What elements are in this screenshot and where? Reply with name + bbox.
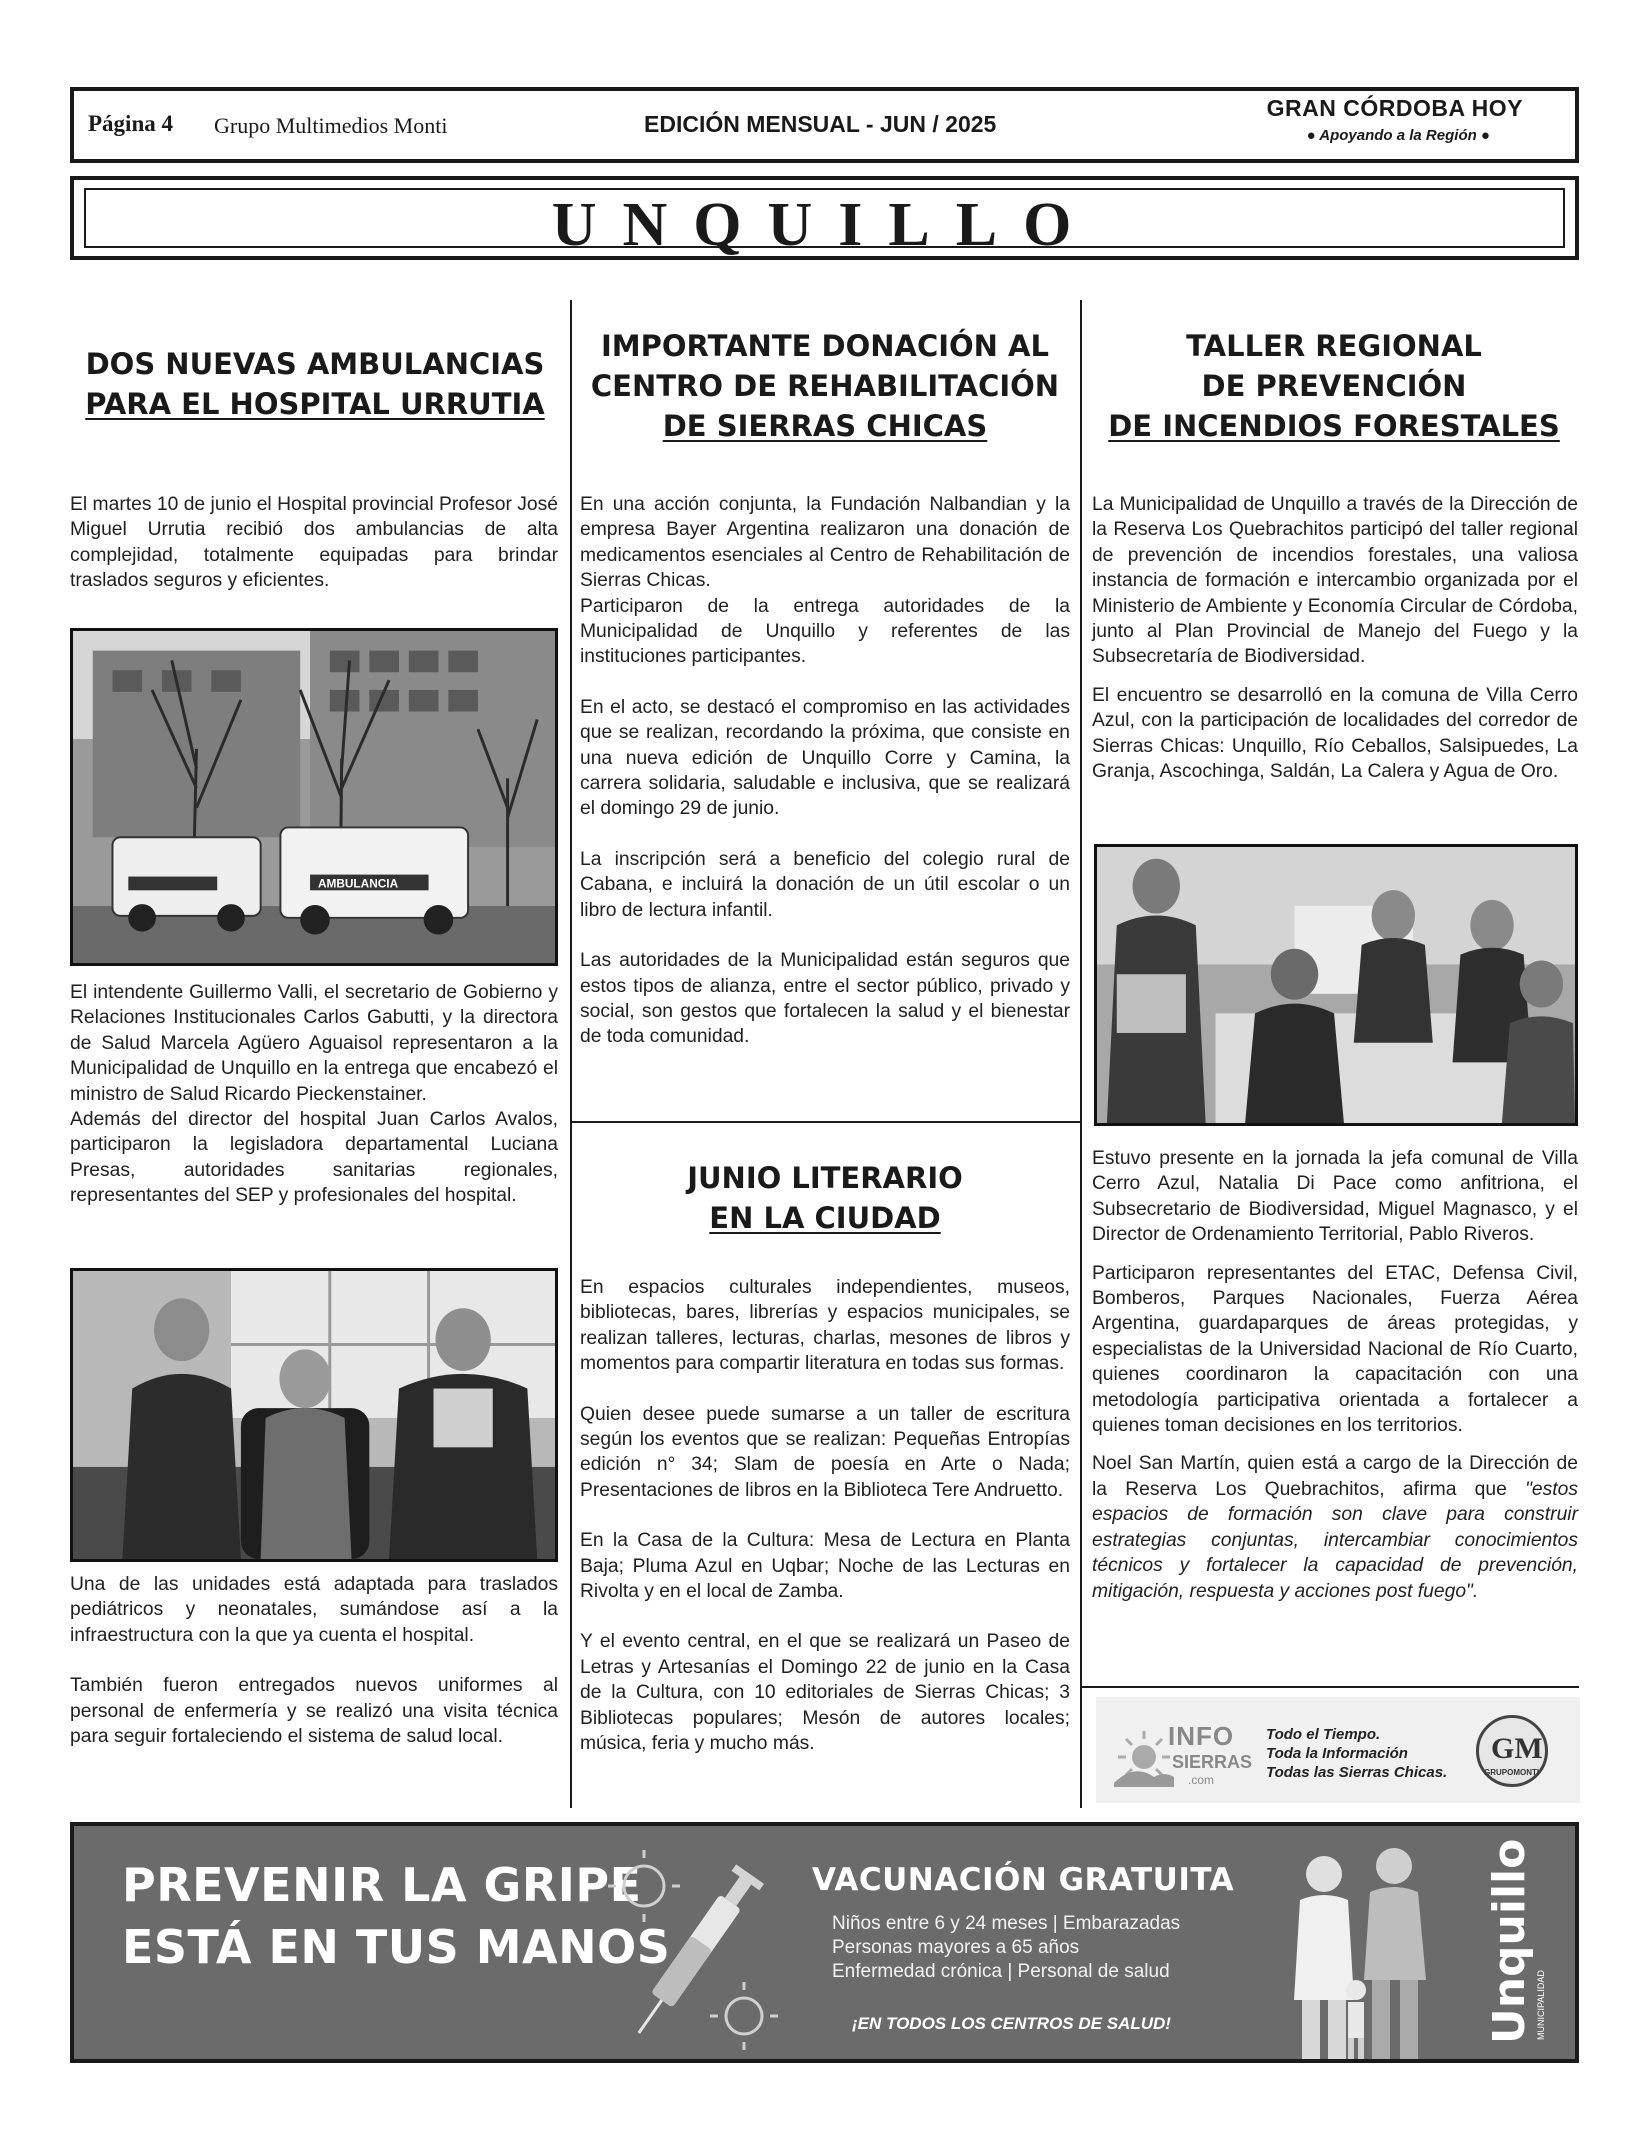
paragraph: El encuentro se desarrolló en la comuna de Villa Cerro Azul, con la participación de localidades del corredor de Sierras Chicas: Unquillo, Río Ceballos, Salsipuedes, La Granja, Ascochinga, Saldán, La Calera y Agua de Oro. [1092, 684, 1578, 783]
family-illustration-icon [1264, 1840, 1464, 2060]
headline-line: TALLER REGIONAL [1186, 329, 1482, 363]
paragraph: También fueron entregados nuevos uniformes al personal de enfermería y se realizó una visita técnica para seguir fortaleciendo el sistema de salud local. [70, 1675, 558, 1748]
photo-ambulances [70, 628, 558, 966]
edition-label: EDICIÓN MENSUAL - JUN / 2025 [644, 111, 997, 137]
banner-eligibility [832, 1912, 1180, 1984]
headline-line: DE SIERRAS CHICAS [662, 409, 988, 443]
ambulance-photo-illustration [73, 631, 555, 963]
banner-headline-line2: ESTÁ EN TUS MANOS [122, 1920, 671, 1974]
article-taller-intro [1092, 492, 1578, 784]
unquillo-municipality-logo [1474, 1838, 1564, 2044]
syringe-icon [594, 1836, 804, 2058]
paragraph: Además del director del hospital Juan Carlos Avalos, participaron la legisladora departamental Luciana Presas, autoridades sanitarias regionales, representantes del SEP y profesionales del hospital. [70, 1109, 558, 1207]
sun-icon [1114, 1727, 1174, 1787]
flu-vaccine-banner [70, 1822, 1579, 2063]
headline-junio-literario [578, 1158, 1072, 1238]
newspaper-name: GRAN CÓRDOBA HOY [1266, 95, 1523, 121]
paragraph: En la Casa de la Cultura: Mesa de Lectura en Planta Baja; Pluma Azul en Uqbar; Noche de las Lecturas en Rivolta y en el local de Zamba. [580, 1530, 1070, 1603]
paragraph: El intendente Guillermo Valli, el secretario de Gobierno y Relaciones Institucionales Carlos Gabutti, y la directora de Salud Marcela Agüero Aguaisol representaron a la Municipalidad de Unquillo en la entrega que encabezó el ministro de Salud Ricardo Pieckenstainer. [70, 982, 558, 1105]
tagline-line: Todo el Tiempo. [1266, 1726, 1381, 1743]
paragraph: En el acto, se destacó el compromiso en las actividades que se realizan, recordando la próxima, que consiste en una nueva edición de Unquillo Corre y Camina, la carrera solidaria, saludable e inclusiva, que se realizará el domingo 29 de junio. [580, 696, 1070, 820]
paragraph: Una de las unidades está adaptada para traslados pediátricos y neonatales, sumándose así a la infraestructura con la que ya cuenta el hospital. [70, 1574, 558, 1646]
infosierras-logo-info: INFO [1168, 1721, 1235, 1751]
photo-workshop [1094, 844, 1578, 1126]
headline-line: IMPORTANTE DONACIÓN AL [601, 329, 1049, 363]
eligibility-line: Personas mayores a 65 años [832, 1937, 1080, 1958]
column-divider-1 [570, 300, 572, 1808]
headline-line: EN LA CIUDAD [709, 1201, 941, 1235]
column-divider-2 [1080, 300, 1082, 1808]
headline-ambulancias [70, 344, 560, 424]
headline-line: PARA EL HOSPITAL URRUTIA [85, 387, 545, 421]
banner-headline-line1: PREVENIR LA GRIPE [122, 1858, 642, 1912]
paragraph: Quien desee puede sumarse a un taller de escritura según los eventos que se realizan: Pequeñas Entropías edición n° 34; Slam de poesía en Arte o Nada; Presentaciones de libros en la Biblioteca Tere Andruetto. [580, 1403, 1070, 1501]
grupo-monti-name: GRUPOMONTI [1484, 1768, 1540, 1777]
photo-officials [70, 1268, 558, 1562]
paragraph: La Municipalidad de Unquillo a través de la Dirección de la Reserva Los Quebrachitos participó del taller regional de prevención de incendios forestales, una valiosa instancia de formación e intercambio organizada por el Ministerio de Ambiente y Economía Circular de Córdoba, junto al Plan Provincial de Manejo del Fuego y la Subsecretaría de Biodiversidad. [1092, 494, 1578, 668]
paragraph: En una acción conjunta, la Fundación Nalbandian y la empresa Bayer Argentina realizaron una donación de medicamentos esenciales al Centro de Rehabilitación de Sierras Chicas. [580, 494, 1070, 592]
headline-line: CENTRO DE REHABILITACIÓN [590, 369, 1060, 403]
quote-text: "estos espacios de formación son clave para construir estrategias conjuntas, intercambiar conocimientos técnicos y fortalecer la capacidad de prevención, mitigación, respuesta y acciones post fuego". [1092, 1478, 1578, 1602]
paragraph-quote [1092, 1451, 1578, 1603]
article-ambulancias-closing [70, 1572, 558, 1749]
paragraph: La inscripción será a beneficio del colegio rural de Cabana, e incluirá la donación de un útil escolar o un libro de lectura infantil. [580, 848, 1070, 921]
grupo-monti-initials: GM [1491, 1732, 1543, 1765]
infosierras-logo-sierras: SIERRAS [1172, 1752, 1253, 1772]
article-junio-literario [580, 1275, 1070, 1757]
eligibility-line: Enfermedad crónica | Personal de salud [832, 1961, 1170, 1982]
headline-donacion [578, 326, 1072, 446]
headline-line: JUNIO LITERARIO [687, 1161, 963, 1195]
infosierras-ad [1096, 1697, 1580, 1803]
banner-centers-note: ¡EN TODOS LOS CENTROS DE SALUD! [852, 2014, 1171, 2033]
ambulance-label: AMBULANCIA [317, 876, 399, 891]
workshop-photo-illustration [1097, 847, 1575, 1123]
tagline-line: Toda la Información [1266, 1745, 1408, 1762]
paragraph: Participaron de la entrega autoridades de la Municipalidad de Unquillo y referentes de las instituciones participantes. [580, 595, 1070, 668]
eligibility-line: Niños entre 6 y 24 meses | Embarazadas [832, 1913, 1181, 1934]
headline-taller [1090, 326, 1578, 446]
column3-ad-divider [1081, 1686, 1579, 1688]
paragraph: Participaron representantes del ETAC, Defensa Civil, Bomberos, Parques Nacionales, Fuerza Aérea Argentina, guardaparques de áreas protegidas, y especialistas de la Universidad Nacional de Río Cuarto, quienes coordinaron la capacitación con una metodología participativa orientada a fortalecer a quienes toman decisiones en los territorios. [1092, 1262, 1578, 1437]
tagline-line: Todas las Sierras Chicas. [1266, 1764, 1448, 1781]
article-donacion [580, 492, 1070, 1050]
section-banner [70, 176, 1579, 260]
headline-line: DE PREVENCIÓN [1201, 369, 1467, 403]
page-number: Página 4 [88, 111, 173, 136]
headline-line: DE INCENDIOS FORESTALES [1108, 409, 1560, 443]
officials-photo-illustration [73, 1271, 555, 1559]
infosierras-logo-com: .com [1188, 1773, 1215, 1787]
section-title: UNQUILLO [551, 191, 1098, 259]
paragraph: En espacios culturales independientes, museos, bibliotecas, bares, librerías y espacios municipales, se realizan talleres, lecturas, charlas, mesones de libros y momentos para compartir literatura en todas sus formas. [580, 1277, 1070, 1375]
unquillo-logo-sub: MUNICIPALIDAD [1536, 1970, 1546, 2040]
section-inner-frame [84, 188, 1565, 259]
article-taller-body [1092, 1146, 1578, 1604]
newspaper-slogan: ● Apoyando a la Región ● [1306, 127, 1490, 144]
banner-vaccination-title: VACUNACIÓN GRATUITA [812, 1862, 1235, 1898]
quote-lead: Noel San Martín, quien está a cargo de la Dirección de la Reserva Los Quebrachitos, afirma que [1092, 1453, 1578, 1500]
headline-line: DOS NUEVAS AMBULANCIAS [85, 347, 545, 381]
paragraph: Las autoridades de la Municipalidad están seguros que estos tipos de alianza, entre el sector público, privado y social, son gestos que fortalecen la salud y el bienestar de toda comunidad. [580, 950, 1070, 1048]
article-ambulancias-body [70, 980, 558, 1209]
grupo-monti-logo [1476, 1715, 1548, 1787]
paragraph: Estuvo presente en la jornada la jefa comunal de Villa Cerro Azul, Natalia Di Pace como anfitriona, el Subsecretario de Biodiversidad, Miguel Magnasco, y el Director de Ordenamiento Territorial, Pablo Riveros. [1092, 1148, 1578, 1246]
paragraph: El martes 10 de junio el Hospital provincial Profesor José Miguel Urrutia recibió dos ambulancias de alta complejidad, totalmente equipadas para brindar traslados seguros y eficientes. [70, 494, 558, 592]
unquillo-logo-text: Unquillo [1484, 1838, 1535, 2044]
article-ambulancias-intro [70, 492, 558, 594]
publisher-name: Grupo Multimedios Monti [214, 113, 448, 138]
infosierras-tagline [1266, 1725, 1447, 1782]
page-header [70, 87, 1579, 163]
paragraph: Y el evento central, en el que se realizará un Paseo de Letras y Artesanías el Domingo 22 de junio en la Casa de la Cultura, con 10 editoriales de Sierras Chicas; 3 Bibliotecas populares; Mesón de autores locales; música, feria y mucho más. [580, 1631, 1070, 1755]
column2-story-divider [571, 1121, 1080, 1123]
